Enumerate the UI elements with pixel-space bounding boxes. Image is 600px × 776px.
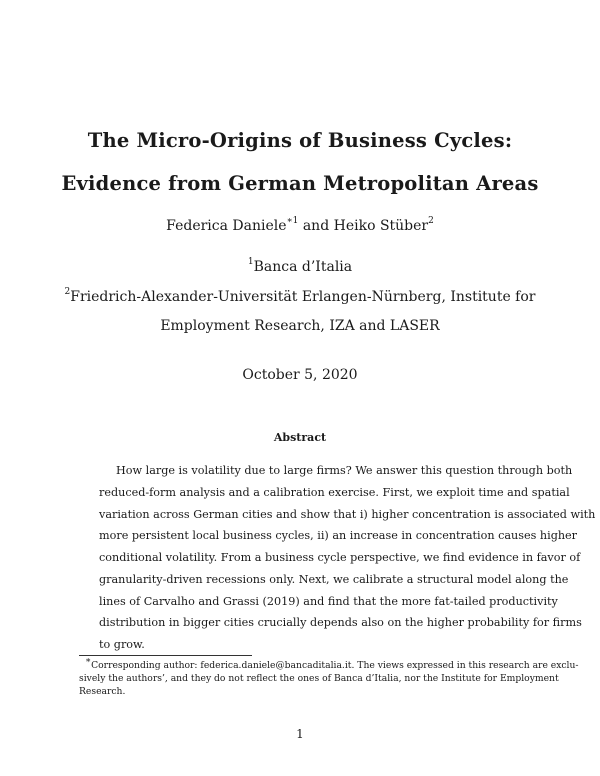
affiliation-mark: 2 <box>64 287 71 298</box>
footnote-mark: ∗ <box>85 655 92 666</box>
abstract-line: more persistent local business cycles, ii) an increase in concentration causes higher <box>99 529 578 543</box>
footnote-line: Research. <box>79 686 126 697</box>
abstract-line: granularity-driven recessions only. Next, we calibrate a structural model along the <box>99 572 569 586</box>
abstract-line: to grow. <box>99 638 145 651</box>
affiliation-text: Banca d’Italia <box>253 259 353 275</box>
paper-title-line-2: Evidence from German Metropolitan Areas <box>61 172 539 195</box>
abstract-line: reduced-form analysis and a calibration exercise. First, we exploit time and spatial <box>99 485 570 499</box>
abstract-line: lines of Carvalho and Grassi (2019) and find that the more fat-tailed productivity <box>99 594 558 608</box>
affiliation-2 <box>0 289 600 305</box>
abstract-heading: Abstract <box>273 431 327 444</box>
abstract-line: How large is volatility due to large firms? We answer this question through both <box>116 464 573 477</box>
affiliation-mark: 1 <box>247 257 254 268</box>
paper-date: October 5, 2020 <box>242 367 358 383</box>
footnote-text: Corresponding author: federica.daniele@bancaditalia.it. The views expressed in this research are exclu- <box>91 660 579 671</box>
author-name: Heiko Stüber <box>333 218 429 234</box>
footnote-line <box>79 655 579 672</box>
abstract-body <box>99 460 596 656</box>
footnote-line: sively the authors’, and they do not reflect the ones of Banca d’Italia, nor the Institute for Employment <box>79 673 559 684</box>
affiliation-1 <box>0 259 600 275</box>
affiliation-text: Friedrich-Alexander-Universität Erlangen-Nürnberg, Institute for <box>70 289 536 305</box>
abstract-line: distribution in bigger cities crucially depends also on the higher probability for firms <box>99 616 582 630</box>
author-name: Federica Daniele <box>166 218 287 234</box>
abstract-line: conditional volatility. From a business cycle perspective, we find evidence in favor of <box>99 551 581 564</box>
page-number: 1 <box>296 727 304 741</box>
author-conjunction: and <box>298 218 334 234</box>
abstract-line: variation across German cities and show that i) higher concentration is associated with <box>99 507 596 521</box>
footnote-rule <box>79 655 252 656</box>
footnote <box>79 655 579 698</box>
paper-title-line-1: The Micro-Origins of Business Cycles: <box>87 129 513 152</box>
author-list <box>0 218 600 234</box>
affiliation-2-continued: Employment Research, IZA and LASER <box>160 318 440 334</box>
author-affiliation-mark: ∗1 <box>286 216 299 227</box>
author-affiliation-mark: 2 <box>428 216 434 227</box>
